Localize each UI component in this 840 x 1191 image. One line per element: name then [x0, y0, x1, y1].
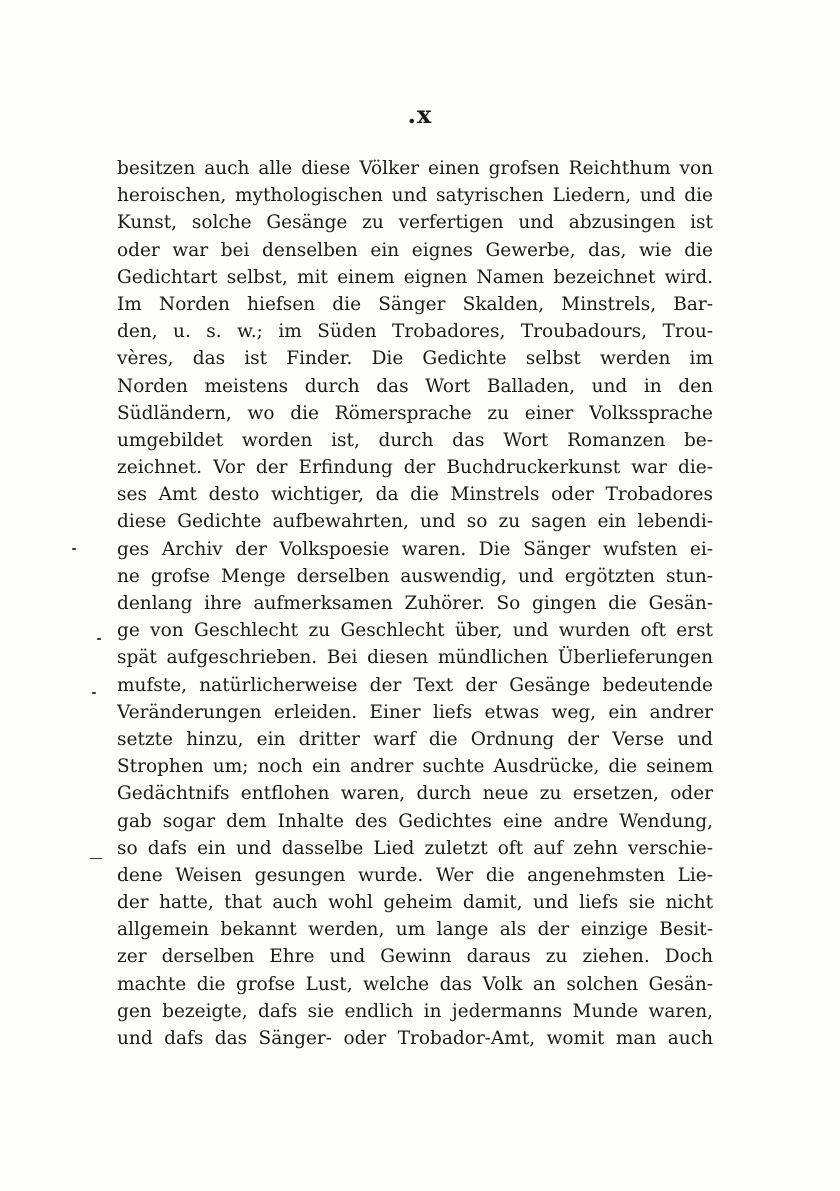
- text-line: gab sogar dem Inhalte des Gedichtes eine andre Wendung,: [117, 810, 713, 832]
- text-line: Strophen um; noch ein andrer suchte Ausdrücke, die seinem: [117, 756, 713, 778]
- text-line: mufste, natürlicherweise der Text der Gesänge bedeutende: [117, 674, 713, 696]
- text-line: Veränderungen erleiden. Einer liefs etwas weg, ein andrer: [117, 701, 713, 723]
- text-line: allgemein bekannt werden, um lange als der einzige Besit-: [117, 919, 713, 941]
- scan-speck: [92, 692, 96, 694]
- text-line: diese Gedichte aufbewahrten, und so zu sagen ein lebendi-: [117, 511, 713, 533]
- text-line: umgebildet worden ist, durch das Wort Romanzen be-: [117, 429, 713, 451]
- body-text: [117, 155, 713, 1052]
- text-line: ges Archiv der Volkspoesie waren. Die Sänger wufsten ei-: [117, 538, 713, 560]
- text-line: heroischen, mythologischen und satyrischen Liedern, und die: [117, 185, 713, 207]
- text-line: oder war bei denselben ein eignes Gewerbe, das, wie die: [117, 239, 713, 261]
- text-line: vères, das ist Finder. Die Gedichte selbst werden im: [117, 348, 713, 370]
- text-line: ses Amt desto wichtiger, da die Minstrels oder Trobadores: [117, 484, 713, 506]
- text-line: Gedichtart selbst, mit einem eignen Namen bezeichnet wird.: [117, 266, 713, 288]
- text-line: zeichnet. Vor der Erfindung der Buchdruckerkunst war die-: [117, 457, 713, 479]
- text-line: denlang ihre aufmerksamen Zuhörer. So gingen die Gesän-: [117, 593, 713, 614]
- text-line: der hatte, that auch wohl geheim damit, und liefs sie nicht: [117, 892, 713, 914]
- text-line: Gedächtnifs entflohen waren, durch neue zu ersetzen, oder: [117, 783, 713, 805]
- text-line: machte die grofse Lust, welche das Volk an solchen Gesän-: [117, 973, 713, 995]
- text-line: ne grofse Menge derselben auswendig, und ergötzten stun-: [117, 565, 713, 587]
- scan-speck: [97, 638, 101, 640]
- text-line: und dafs das Sänger- oder Trobador-Amt, womit man auch: [117, 1028, 713, 1049]
- text-line: den, u. s. w.; im Süden Trobadores, Troubadours, Trou-: [117, 321, 713, 343]
- text-line: gen bezeigte, dafs sie endlich in jedermanns Munde waren,: [117, 1000, 713, 1022]
- scan-speck: [90, 858, 102, 859]
- text-line: Norden meistens durch das Wort Balladen, und in den: [117, 375, 713, 397]
- text-line: Kunst, solche Gesänge zu verfertigen und abzusingen ist: [117, 212, 713, 234]
- text-line: so dafs ein und dasselbe Lied zuletzt oft auf zehn verschie-: [117, 837, 713, 859]
- page-number: .x: [407, 100, 433, 129]
- text-line: ge von Geschlecht zu Geschlecht über, und wurden oft erst: [117, 620, 713, 642]
- text-line: besitzen auch alle diese Völker einen grofsen Reichthum von: [117, 158, 713, 179]
- text-line: dene Weisen gesungen wurde. Wer die angenehmsten Lie-: [117, 864, 713, 886]
- text-line: Südländern, wo die Römersprache zu einer Volkssprache: [117, 402, 713, 424]
- text-line: setzte hinzu, ein dritter warf die Ordnung der Verse und: [117, 728, 713, 750]
- scan-speck: [72, 548, 76, 550]
- text-line: spät aufgeschrieben. Bei diesen mündlichen Überlieferungen: [117, 647, 713, 669]
- text-line: zer derselben Ehre und Gewinn daraus zu ziehen. Doch: [117, 946, 713, 968]
- text-line: Im Norden hiefsen die Sänger Skalden, Minstrels, Bar-: [117, 293, 713, 315]
